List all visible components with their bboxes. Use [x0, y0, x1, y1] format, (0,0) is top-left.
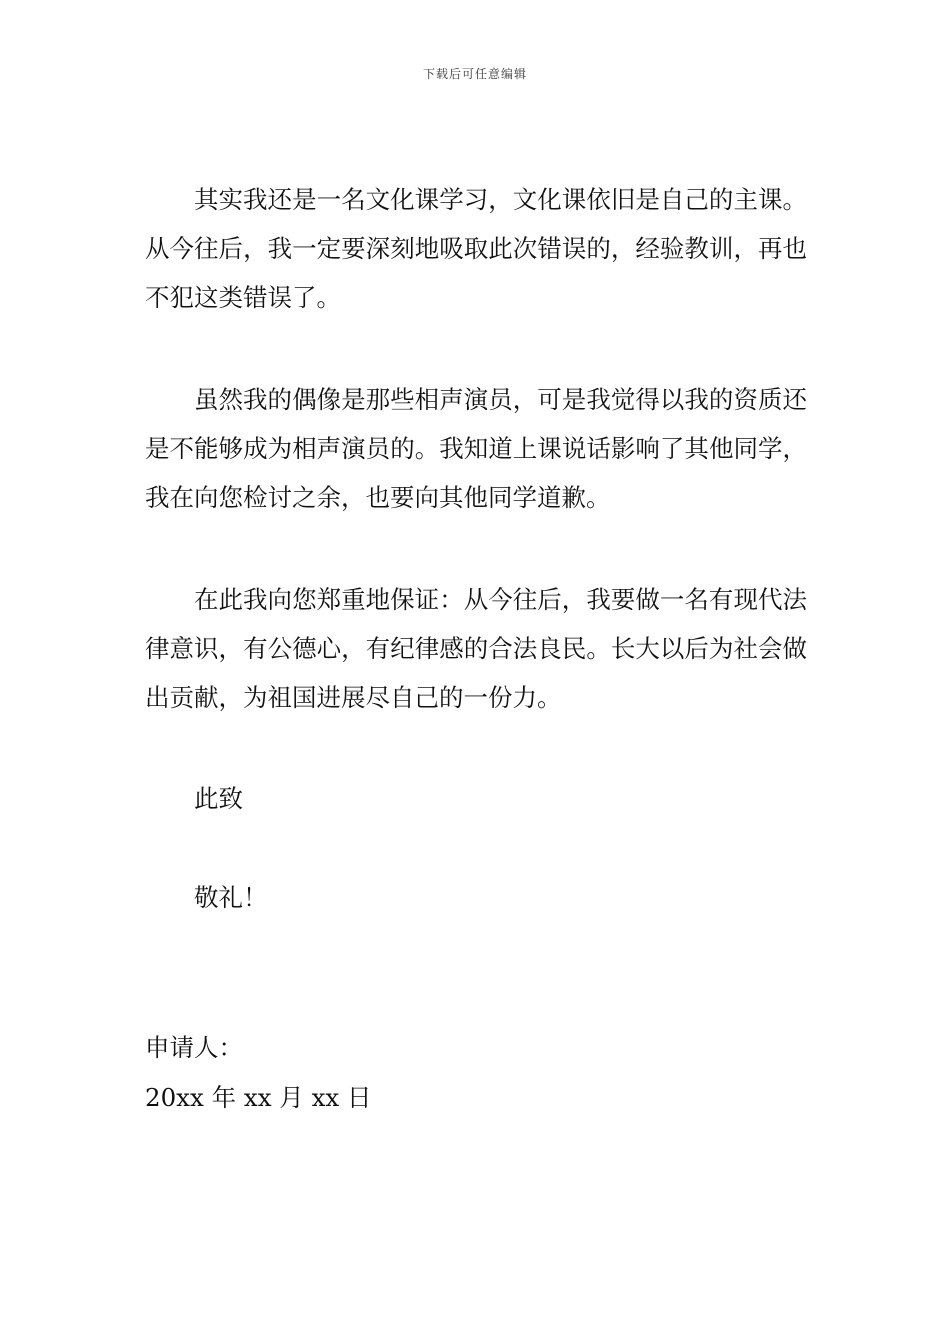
closing-respect: 敬礼！ — [194, 883, 268, 912]
applicant-label: 申请人： — [145, 1033, 243, 1062]
paragraph-text: 在此我向您郑重地保证：从今往后，我要做一名有现代法律意识，有公德心，有纪律感的合法良民。长大以后为社会做出贡献，为祖国进展尽自己的一份力。 — [145, 585, 807, 712]
paragraph-text: 虽然我的偶像是那些相声演员，可是我觉得以我的资质还是不能够成为相声演员的。我知道上课说话影响了其他同学，我在向您检讨之余，也要向其他同学道歉。 — [145, 385, 807, 512]
closing-salutation: 此致 — [194, 784, 243, 813]
signature-date: 20xx 年 xx 月 xx 日 — [145, 1083, 372, 1112]
paragraph-text: 其实我还是一名文化课学习，文化课依旧是自己的主课。从今往后，我一定要深刻地吸取此次错误的，经验教训，再也不犯这类错误了。 — [145, 185, 807, 312]
page-header: 下载后可任意编辑 — [422, 67, 527, 81]
paragraph-3 — [145, 575, 807, 722]
paragraph-2 — [145, 375, 807, 522]
paragraph-1 — [145, 175, 807, 322]
